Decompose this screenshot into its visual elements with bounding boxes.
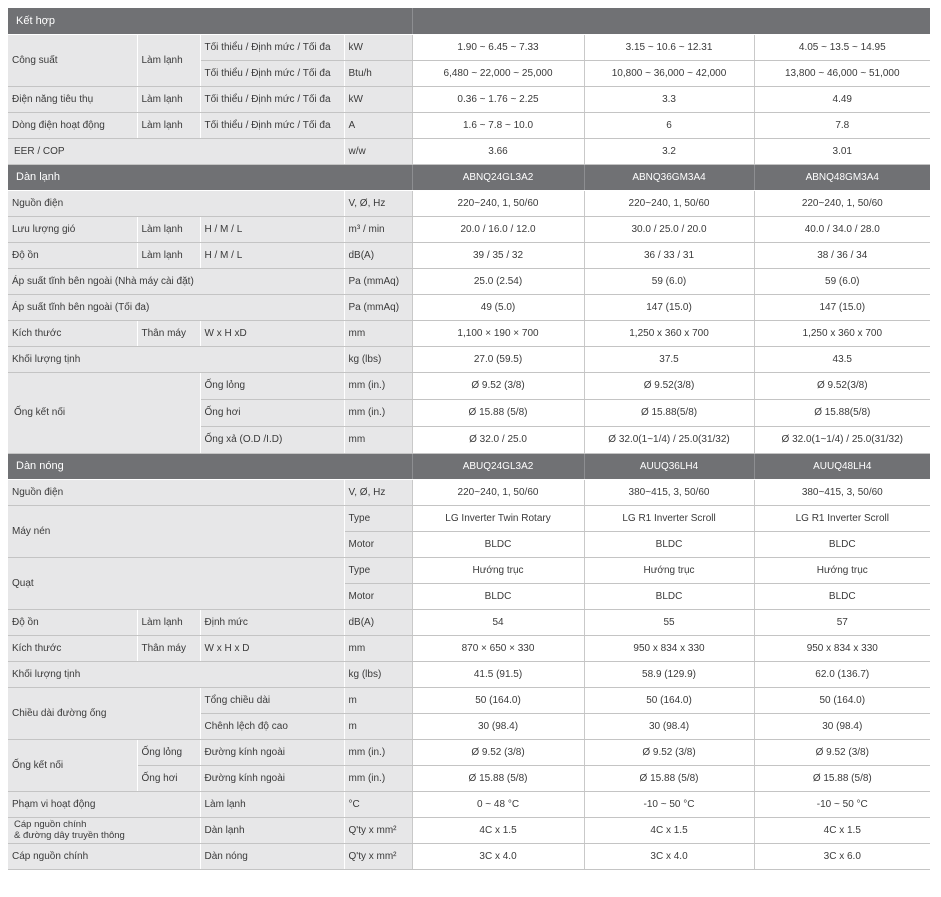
value-cell: 59 (6.0) [754,268,930,294]
table-row [8,346,930,372]
table-row [8,817,930,843]
value-cell: BLDC [754,531,930,557]
model-name: AUUQ48LH4 [754,453,930,479]
section-dan-lanh [8,164,930,190]
row-unit: dB(A) [344,609,412,635]
section-title-dan-lanh: Dàn lạnh [8,164,412,190]
value-cell: 220~240, 1, 50/60 [754,190,930,216]
row-unit: mm [344,320,412,346]
table-row [8,609,930,635]
value-cell: 220~240, 1, 50/60 [584,190,754,216]
row-unit: m³ / min [344,216,412,242]
row-unit: m [344,687,412,713]
row-unit: mm (in.) [344,765,412,791]
row-unit: kg (lbs) [344,661,412,687]
table-row [8,687,930,713]
row-label-chieu-dai: Chiều dài đường ống [8,687,200,739]
value-cell: 0 ~ 48 °C [412,791,584,817]
value-cell: 220~240, 1, 50/60 [412,479,584,505]
value-cell: 380~415, 3, 50/60 [584,479,754,505]
row-label: Nguồn điện [8,190,344,216]
value-cell: LG R1 Inverter Scroll [754,505,930,531]
table-row [8,479,930,505]
row-unit: kW [344,34,412,60]
value-cell: 50 (164.0) [412,687,584,713]
row-unit: Pa (mmAq) [344,294,412,320]
value-cell: 6 [584,112,754,138]
value-cell: Ø 15.88 (5/8) [754,765,930,791]
value-cell: 950 x 834 x 330 [584,635,754,661]
row-sub: Thân máy [137,320,200,346]
value-cell: 30 (98.4) [754,713,930,739]
row-unit: dB(A) [344,242,412,268]
row-label: Điện năng tiêu thụ [8,86,137,112]
value-cell: 36 / 33 / 31 [584,242,754,268]
value-cell: 147 (15.0) [584,294,754,320]
row-unit: Type [344,505,412,531]
section-ket-hop [8,8,930,34]
value-cell: 3.3 [584,86,754,112]
value-cell: 0.36 ~ 1.76 ~ 2.25 [412,86,584,112]
value-cell: Ø 15.88(5/8) [754,399,930,426]
value-cell: 870 × 650 × 330 [412,635,584,661]
value-cell: 49 (5.0) [412,294,584,320]
value-cell: 54 [412,609,584,635]
value-cell: Ø 32.0 / 25.0 [412,426,584,453]
value-cell: Ø 9.52 (3/8) [754,739,930,765]
row-unit: w/w [344,138,412,164]
value-cell: 1,100 × 190 × 700 [412,320,584,346]
value-cell: 30 (98.4) [412,713,584,739]
value-cell: 3C x 4.0 [412,843,584,869]
row-sub: Thân máy [137,635,200,661]
row-label: Kích thước [8,635,137,661]
table-row [8,843,930,869]
table-row [8,294,930,320]
value-cell: 380~415, 3, 50/60 [754,479,930,505]
value-cell: 57 [754,609,930,635]
row-unit: V, Ø, Hz [344,479,412,505]
row-label-line-2: & đường dây truyền thông [14,830,125,841]
value-cell: 30 (98.4) [584,713,754,739]
value-cell: 10,800 ~ 36,000 ~ 42,000 [584,60,754,86]
row-label: Độ ồn [8,609,137,635]
row-detail: W x H xD [200,320,344,346]
table-row [8,505,930,531]
row-sub: Làm lạnh [137,86,200,112]
row-detail: Đường kính ngoài [200,739,344,765]
row-label: Nguồn điện [8,479,344,505]
value-cell: LG Inverter Twin Rotary [412,505,584,531]
value-cell: 4C x 1.5 [412,817,584,843]
value-cell: 4C x 1.5 [584,817,754,843]
row-unit: Q'ty x mm² [344,843,412,869]
value-cell: 1.6 ~ 7.8 ~ 10.0 [412,112,584,138]
value-cell: 50 (164.0) [584,687,754,713]
value-cell: Hướng trục [754,557,930,583]
value-cell: Hướng trục [412,557,584,583]
row-label-cong-suat: Công suất [8,34,137,86]
row-label: Lưu lượng gió [8,216,137,242]
row-unit: V, Ø, Hz [344,190,412,216]
row-label: Độ ồn [8,242,137,268]
row-label-line-1: Cáp nguồn chính [14,819,87,830]
value-cell: -10 ~ 50 °C [584,791,754,817]
row-unit: m [344,713,412,739]
value-cell: Ø 32.0(1~1/4) / 25.0(31/32) [584,426,754,453]
value-cell: 1.90 ~ 6.45 ~ 7.33 [412,34,584,60]
value-cell: LG R1 Inverter Scroll [584,505,754,531]
row-detail: Ống hơi [200,399,344,426]
value-cell: BLDC [584,583,754,609]
row-unit: kg (lbs) [344,346,412,372]
table-row [8,138,930,164]
row-detail: Tối thiểu / Định mức / Tối đa [200,34,344,60]
value-cell: 3C x 6.0 [754,843,930,869]
value-cell: Ø 15.88 (5/8) [412,399,584,426]
table-row [8,242,930,268]
model-name: ABNQ36GM3A4 [584,164,754,190]
table-row [8,86,930,112]
section-header-blank [412,8,930,34]
row-unit: Q'ty x mm² [344,817,412,843]
row-detail: H / M / L [200,216,344,242]
value-cell: 50 (164.0) [754,687,930,713]
value-cell: Ø 15.88 (5/8) [412,765,584,791]
table-row [8,268,930,294]
row-sub-cong-suat: Làm lạnh [137,34,200,86]
row-detail: Đường kính ngoài [200,765,344,791]
value-cell: 20.0 / 16.0 / 12.0 [412,216,584,242]
value-cell: Ø 15.88(5/8) [584,399,754,426]
value-cell: 147 (15.0) [754,294,930,320]
section-title-dan-nong: Dàn nóng [8,453,412,479]
value-cell: BLDC [412,531,584,557]
row-unit: mm [344,635,412,661]
value-cell: 25.0 (2.54) [412,268,584,294]
value-cell: -10 ~ 50 °C [754,791,930,817]
row-label: EER / COP [8,138,344,164]
value-cell: BLDC [584,531,754,557]
row-detail: Tối thiểu / Định mức / Tối đa [200,112,344,138]
value-cell: 3.15 ~ 10.6 ~ 12.31 [584,34,754,60]
value-cell: 1,250 x 360 x 700 [754,320,930,346]
table-row [8,557,930,583]
value-cell: Ø 32.0(1~1/4) / 25.0(31/32) [754,426,930,453]
value-cell: 3C x 4.0 [584,843,754,869]
row-label: Khối lượng tịnh [8,661,344,687]
row-detail: Dàn nóng [200,843,344,869]
row-label: Áp suất tĩnh bên ngoài (Tối đa) [8,294,344,320]
table-row [8,112,930,138]
value-cell: 59 (6.0) [584,268,754,294]
row-unit: A [344,112,412,138]
value-cell: Ø 15.88 (5/8) [584,765,754,791]
row-sub: Làm lạnh [137,112,200,138]
value-cell: 37.5 [584,346,754,372]
value-cell: 4.05 ~ 13.5 ~ 14.95 [754,34,930,60]
row-detail: Tổng chiều dài [200,687,344,713]
value-cell: 30.0 / 25.0 / 20.0 [584,216,754,242]
row-detail: Định mức [200,609,344,635]
table-row [8,791,930,817]
value-cell: 55 [584,609,754,635]
row-unit: Type [344,557,412,583]
value-cell: 39 / 35 / 32 [412,242,584,268]
model-name: ABNQ24GL3A2 [412,164,584,190]
model-name: ABUQ24GL3A2 [412,453,584,479]
value-cell: 220~240, 1, 50/60 [412,190,584,216]
row-unit: Motor [344,531,412,557]
table-row [8,216,930,242]
row-sub: Làm lạnh [137,609,200,635]
row-label-cap-nguon-truyen [8,817,200,843]
value-cell: Ø 9.52 (3/8) [412,372,584,399]
row-unit: mm (in.) [344,372,412,399]
row-detail: Ống xả (O.D /I.D) [200,426,344,453]
row-unit: °C [344,791,412,817]
value-cell: 40.0 / 34.0 / 28.0 [754,216,930,242]
value-cell: 7.8 [754,112,930,138]
row-detail: Tối thiểu / Định mức / Tối đa [200,86,344,112]
value-cell: 1,250 x 360 x 700 [584,320,754,346]
value-cell: 3.01 [754,138,930,164]
value-cell: 3.66 [412,138,584,164]
row-detail: Dàn lạnh [200,817,344,843]
row-label: Cáp nguồn chính [8,843,200,869]
row-unit: mm [344,426,412,453]
row-label-may-nen: Máy nén [8,505,344,557]
row-detail: Ống lỏng [200,372,344,399]
table-row [8,739,930,765]
value-cell: BLDC [754,583,930,609]
row-unit: mm (in.) [344,399,412,426]
spec-table [8,8,930,870]
table-row [8,661,930,687]
table-row [8,190,930,216]
row-detail: W x H x D [200,635,344,661]
row-label: Khối lượng tịnh [8,346,344,372]
table-row [8,635,930,661]
row-label-quat: Quạt [8,557,344,609]
value-cell: 4.49 [754,86,930,112]
row-unit: Btu/h [344,60,412,86]
value-cell: 62.0 (136.7) [754,661,930,687]
value-cell: 6,480 ~ 22,000 ~ 25,000 [412,60,584,86]
value-cell: 27.0 (59.5) [412,346,584,372]
value-cell: Ø 9.52(3/8) [584,372,754,399]
row-unit: Motor [344,583,412,609]
row-sub: Ống lỏng [137,739,200,765]
row-label-ong-ket-noi: Ống kết nối [8,372,200,453]
table-row [8,34,930,60]
section-title-ket-hop: Kết hợp [8,8,412,34]
row-label: Dòng điện hoạt động [8,112,137,138]
value-cell: Ø 9.52 (3/8) [412,739,584,765]
row-label: Kích thước [8,320,137,346]
row-unit: kW [344,86,412,112]
row-detail: Chênh lệch độ cao [200,713,344,739]
model-name: ABNQ48GM3A4 [754,164,930,190]
table-row [8,765,930,791]
value-cell: 41.5 (91.5) [412,661,584,687]
row-label: Phạm vi hoạt động [8,791,200,817]
value-cell: 950 x 834 x 330 [754,635,930,661]
value-cell: Hướng trục [584,557,754,583]
row-unit: Pa (mmAq) [344,268,412,294]
row-detail: Tối thiểu / Định mức / Tối đa [200,60,344,86]
table-row [8,320,930,346]
row-unit: mm (in.) [344,739,412,765]
value-cell: Ø 9.52(3/8) [754,372,930,399]
section-dan-nong [8,453,930,479]
value-cell: 4C x 1.5 [754,817,930,843]
value-cell: 58.9 (129.9) [584,661,754,687]
value-cell: 3.2 [584,138,754,164]
value-cell: Ø 9.52 (3/8) [584,739,754,765]
row-sub: Làm lạnh [137,216,200,242]
row-detail: Làm lạnh [200,791,344,817]
model-name: AUUQ36LH4 [584,453,754,479]
value-cell: 38 / 36 / 34 [754,242,930,268]
value-cell: BLDC [412,583,584,609]
row-label-ong-ket-noi: Ống kết nối [8,739,137,791]
table-row [8,372,930,399]
row-sub: Ống hơi [137,765,200,791]
row-sub: Làm lạnh [137,242,200,268]
row-detail: H / M / L [200,242,344,268]
value-cell: 43.5 [754,346,930,372]
value-cell: 13,800 ~ 46,000 ~ 51,000 [754,60,930,86]
row-label: Áp suất tĩnh bên ngoài (Nhà máy cài đặt) [8,268,344,294]
